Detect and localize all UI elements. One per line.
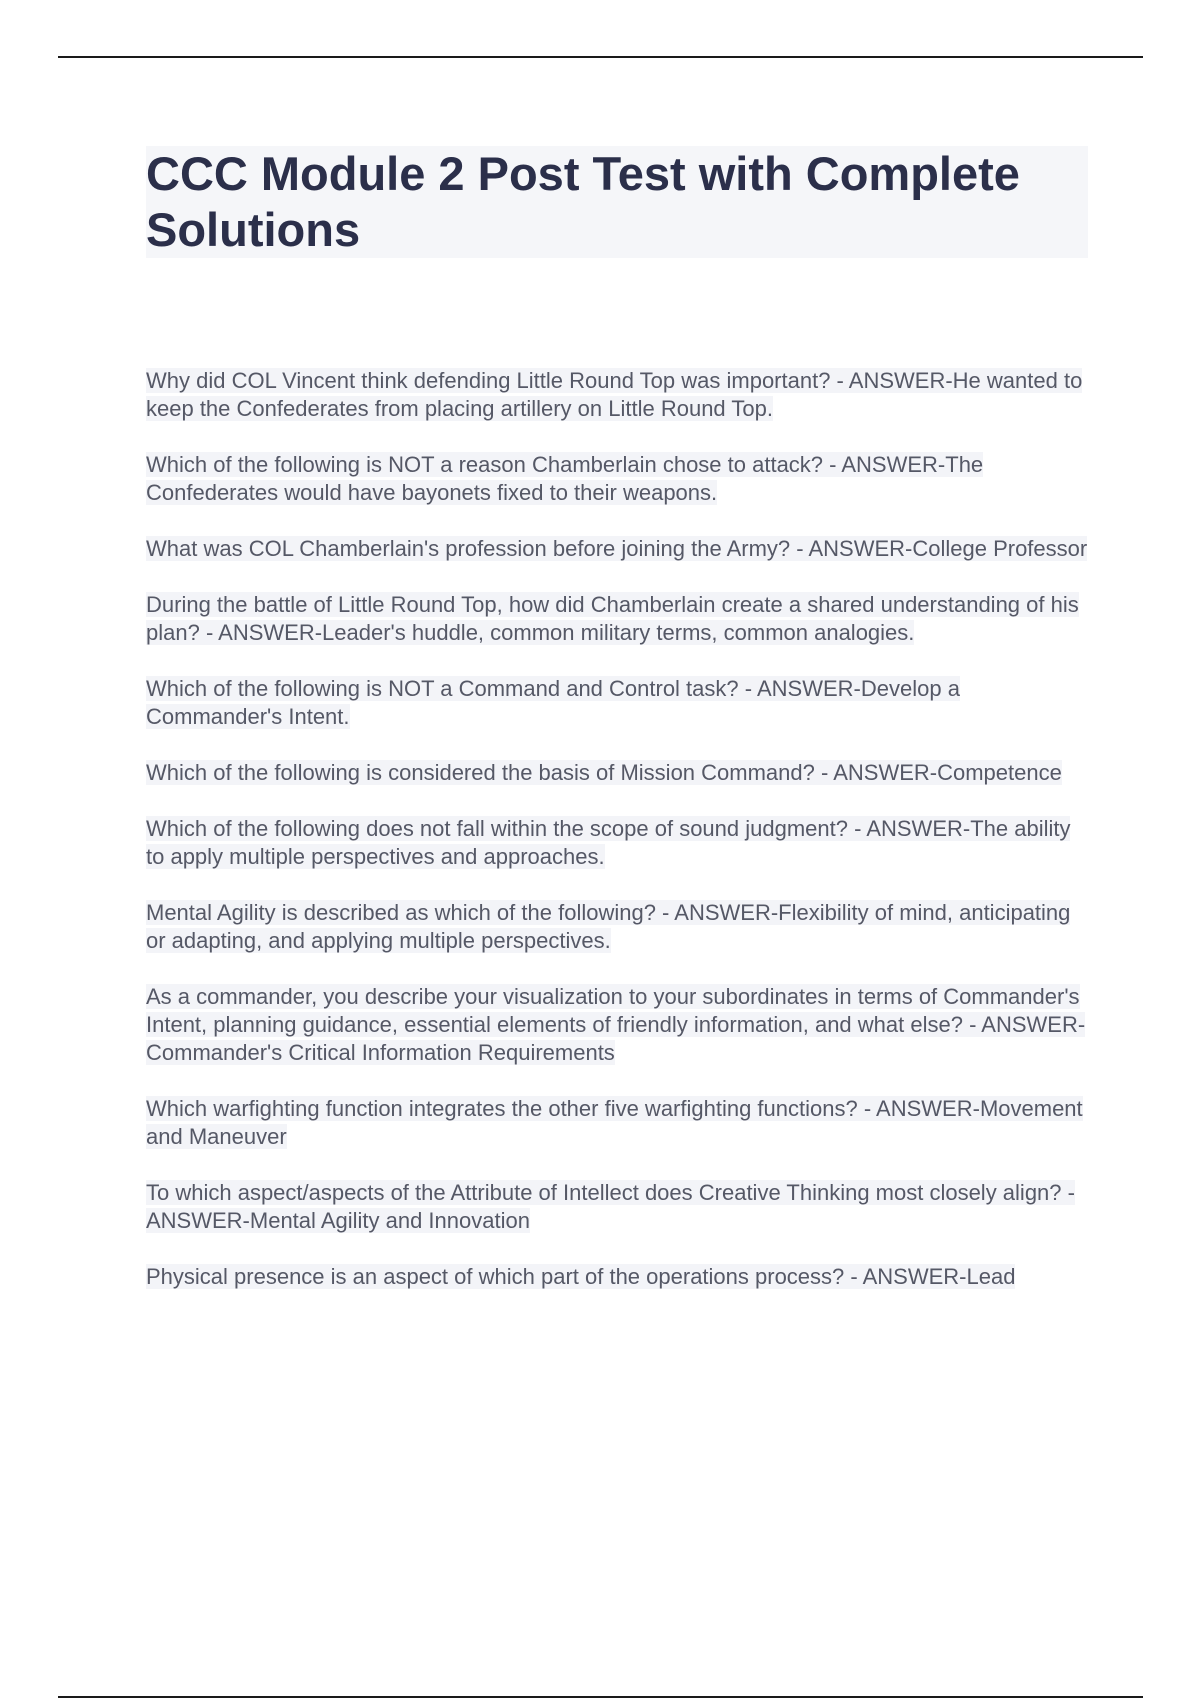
qa-item — [146, 1095, 1091, 1151]
qa-text: Physical presence is an aspect of which part of the operations process? - ANSWER-Lead — [146, 1264, 1016, 1289]
qa-text: Which of the following does not fall within the scope of sound judgment? - ANSWER-The ability to apply multiple perspectives and approaches. — [146, 816, 1071, 869]
qa-item — [146, 451, 1091, 507]
qa-item — [146, 815, 1091, 871]
qa-text: Which of the following is NOT a Command and Control task? - ANSWER-Develop a Commander's Intent. — [146, 676, 960, 729]
title-block — [146, 146, 1088, 258]
qa-item — [146, 675, 1091, 731]
qa-item — [146, 1179, 1091, 1235]
page-title: CCC Module 2 Post Test with Complete Solutions — [146, 147, 1020, 256]
qa-text: Why did COL Vincent think defending Little Round Top was important? - ANSWER-He wanted to keep the Confederates from placing artillery on Little Round Top. — [146, 368, 1083, 421]
qa-text: Which of the following is NOT a reason Chamberlain chose to attack? - ANSWER-The Confederates would have bayonets fixed to their weapons. — [146, 452, 984, 505]
qa-item — [146, 1263, 1091, 1291]
qa-text: As a commander, you describe your visualization to your subordinates in terms of Commander's Intent, planning guidance, essential elements of friendly information, and what else? - ANSWER-Commander's Critical Information Requirements — [146, 984, 1086, 1065]
qa-item — [146, 983, 1091, 1067]
top-rule — [58, 56, 1143, 58]
qa-text: Which of the following is considered the basis of Mission Command? - ANSWER-Competence — [146, 760, 1062, 785]
qa-text: Which warfighting function integrates the other five warfighting functions? - ANSWER-Movement and Maneuver — [146, 1096, 1083, 1149]
qa-text: During the battle of Little Round Top, how did Chamberlain create a shared understanding of his plan? - ANSWER-Leader's huddle, common military terms, common analogies. — [146, 592, 1079, 645]
qa-text: To which aspect/aspects of the Attribute of Intellect does Creative Thinking most closely align? - ANSWER-Mental Agility and Innovation — [146, 1180, 1075, 1233]
qa-item — [146, 759, 1091, 787]
bottom-rule — [58, 1696, 1143, 1698]
qa-item — [146, 535, 1091, 563]
qa-text: What was COL Chamberlain's profession before joining the Army? - ANSWER-College Professor — [146, 536, 1088, 561]
qa-text: Mental Agility is described as which of the following? - ANSWER-Flexibility of mind, anticipating or adapting, and applying multiple perspectives. — [146, 900, 1071, 953]
qa-item — [146, 899, 1091, 955]
qa-item — [146, 367, 1091, 423]
qa-list — [146, 367, 1091, 1319]
qa-item — [146, 591, 1091, 647]
